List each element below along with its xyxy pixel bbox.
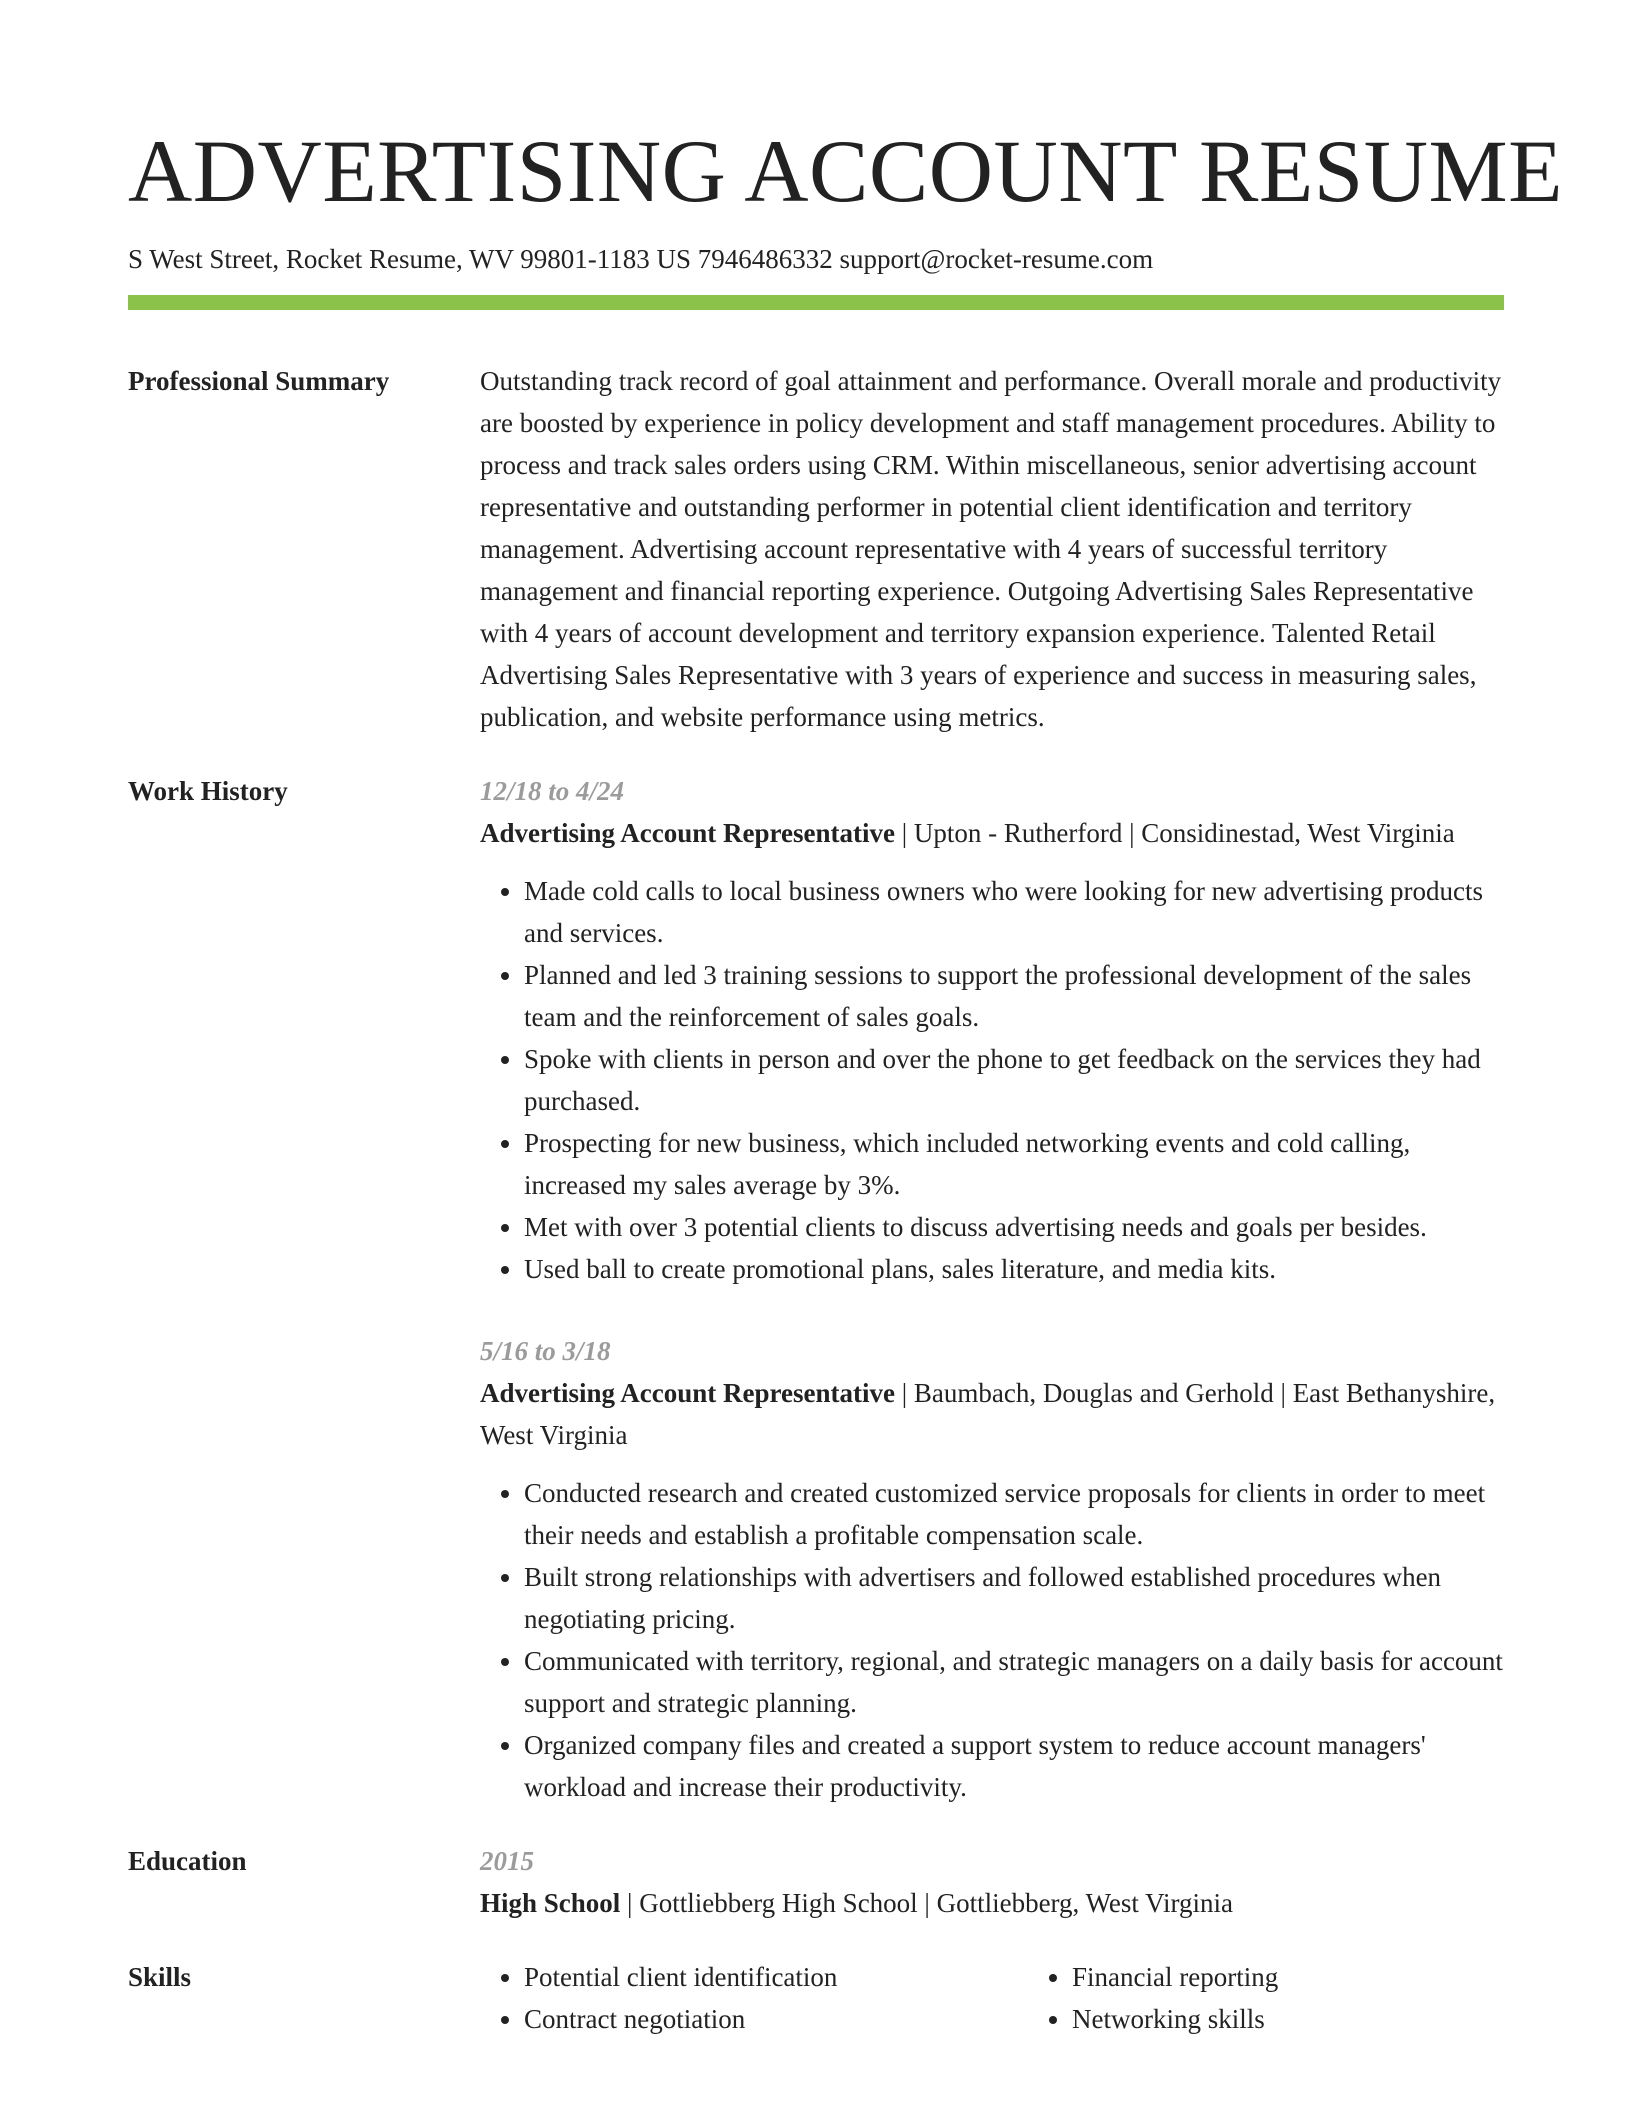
- education-school: | Gottliebberg High School | Gottliebberg, West Virginia: [620, 1888, 1234, 1918]
- skills-column-1: [480, 1956, 1028, 2040]
- skills-body: [480, 1956, 1576, 2040]
- job-heading: [480, 812, 1504, 854]
- skill-item: • Contract negotiation: [524, 1998, 1028, 2040]
- contact-line: [128, 242, 1504, 276]
- resume-page: [128, 120, 1564, 2040]
- job-entry: [480, 1330, 1504, 1808]
- list-item: • Spoke with clients in person and over the phone to get feedback on the services they had purchased.: [524, 1038, 1504, 1122]
- work-history-body: [480, 770, 1504, 1808]
- summary-text: Outstanding track record of goal attainment and performance. Overall morale and productivity are boosted by experience in policy development and staff management procedures. Ability to process and track sales orders using CRM. Within miscellaneous, senior advertising account representative and outstanding performer in potential client identification and territory management. Advertising account representative with 4 years of successful territory management and financial reporting experience. Outgoing Advertising Sales Representative with 4 years of account development and territory expansion experience. Talented Retail Advertising Sales Representative with 3 years of experience and success in measuring sales, publication, and website performance using metrics.: [480, 366, 1502, 732]
- skill-item: • Potential client identification: [524, 1956, 1028, 1998]
- education-body: [480, 1840, 1504, 1924]
- list-item: • Planned and led 3 training sessions to support the professional development of the sales team and the reinforcement of sales goals.: [524, 954, 1504, 1038]
- list-item: • Communicated with territory, regional, and strategic managers on a daily basis for account support and strategic planning.: [524, 1640, 1504, 1724]
- list-item: • Made cold calls to local business owners who were looking for new advertising products and services.: [524, 870, 1504, 954]
- job-employer: | Upton - Rutherford | Considinestad, West Virginia: [894, 818, 1455, 848]
- job-heading: [480, 1372, 1504, 1456]
- list-item: • Prospecting for new business, which included networking events and cold calling, increased my sales average by 3%.: [524, 1122, 1504, 1206]
- skills-heading: Skills: [128, 1962, 192, 1992]
- list-item: • Built strong relationships with advertisers and followed established procedures when negotiating pricing.: [524, 1556, 1504, 1640]
- work-history-heading: Work History: [128, 776, 288, 806]
- job-entry: [480, 770, 1504, 1290]
- list-item: • Used ball to create promotional plans, sales literature, and media kits.: [524, 1248, 1504, 1290]
- education-heading: Education: [128, 1846, 247, 1876]
- education-entry: [480, 1882, 1504, 1924]
- job-bullets: [480, 1472, 1504, 1808]
- summary-section: [128, 360, 1504, 738]
- contact-email: support@rocket-resume.com: [839, 244, 1154, 274]
- skills-column-2: [1028, 1956, 1576, 2040]
- list-item: • Met with over 3 potential clients to discuss advertising needs and goals per besides.: [524, 1206, 1504, 1248]
- job-dates: 12/18 to 4/24: [480, 776, 625, 806]
- job-dates: 5/16 to 3/18: [480, 1336, 611, 1366]
- job-title: Advertising Account Representative: [480, 1378, 895, 1408]
- list-item: • Conducted research and created customized service proposals for clients in order to meet their needs and establish a profitable compensation scale.: [524, 1472, 1504, 1556]
- summary-heading: Professional Summary: [128, 366, 390, 396]
- accent-divider: [128, 295, 1504, 310]
- contact-phone: 7946486332: [697, 244, 833, 274]
- resume-title: ADVERTISING ACCOUNT RESUME: [128, 123, 1564, 221]
- skills-section: [128, 1956, 1504, 2040]
- work-history-section: [128, 770, 1504, 1808]
- list-item: • Organized company files and created a support system to reduce account managers' workload and increase their productivity.: [524, 1724, 1504, 1808]
- skill-item: • Networking skills: [1072, 1998, 1576, 2040]
- job-employer: | Baumbach, Douglas and Gerhold | East Bethanyshire, West Virginia: [480, 1378, 1496, 1450]
- contact-address: S West Street, Rocket Resume, WV 99801-1183 US: [128, 244, 692, 274]
- education-year: 2015: [480, 1846, 534, 1876]
- skill-item: • Financial reporting: [1072, 1956, 1576, 1998]
- job-bullets: [480, 870, 1504, 1290]
- education-degree: High School: [480, 1888, 621, 1918]
- education-section: [128, 1840, 1504, 1924]
- job-title: Advertising Account Representative: [480, 818, 895, 848]
